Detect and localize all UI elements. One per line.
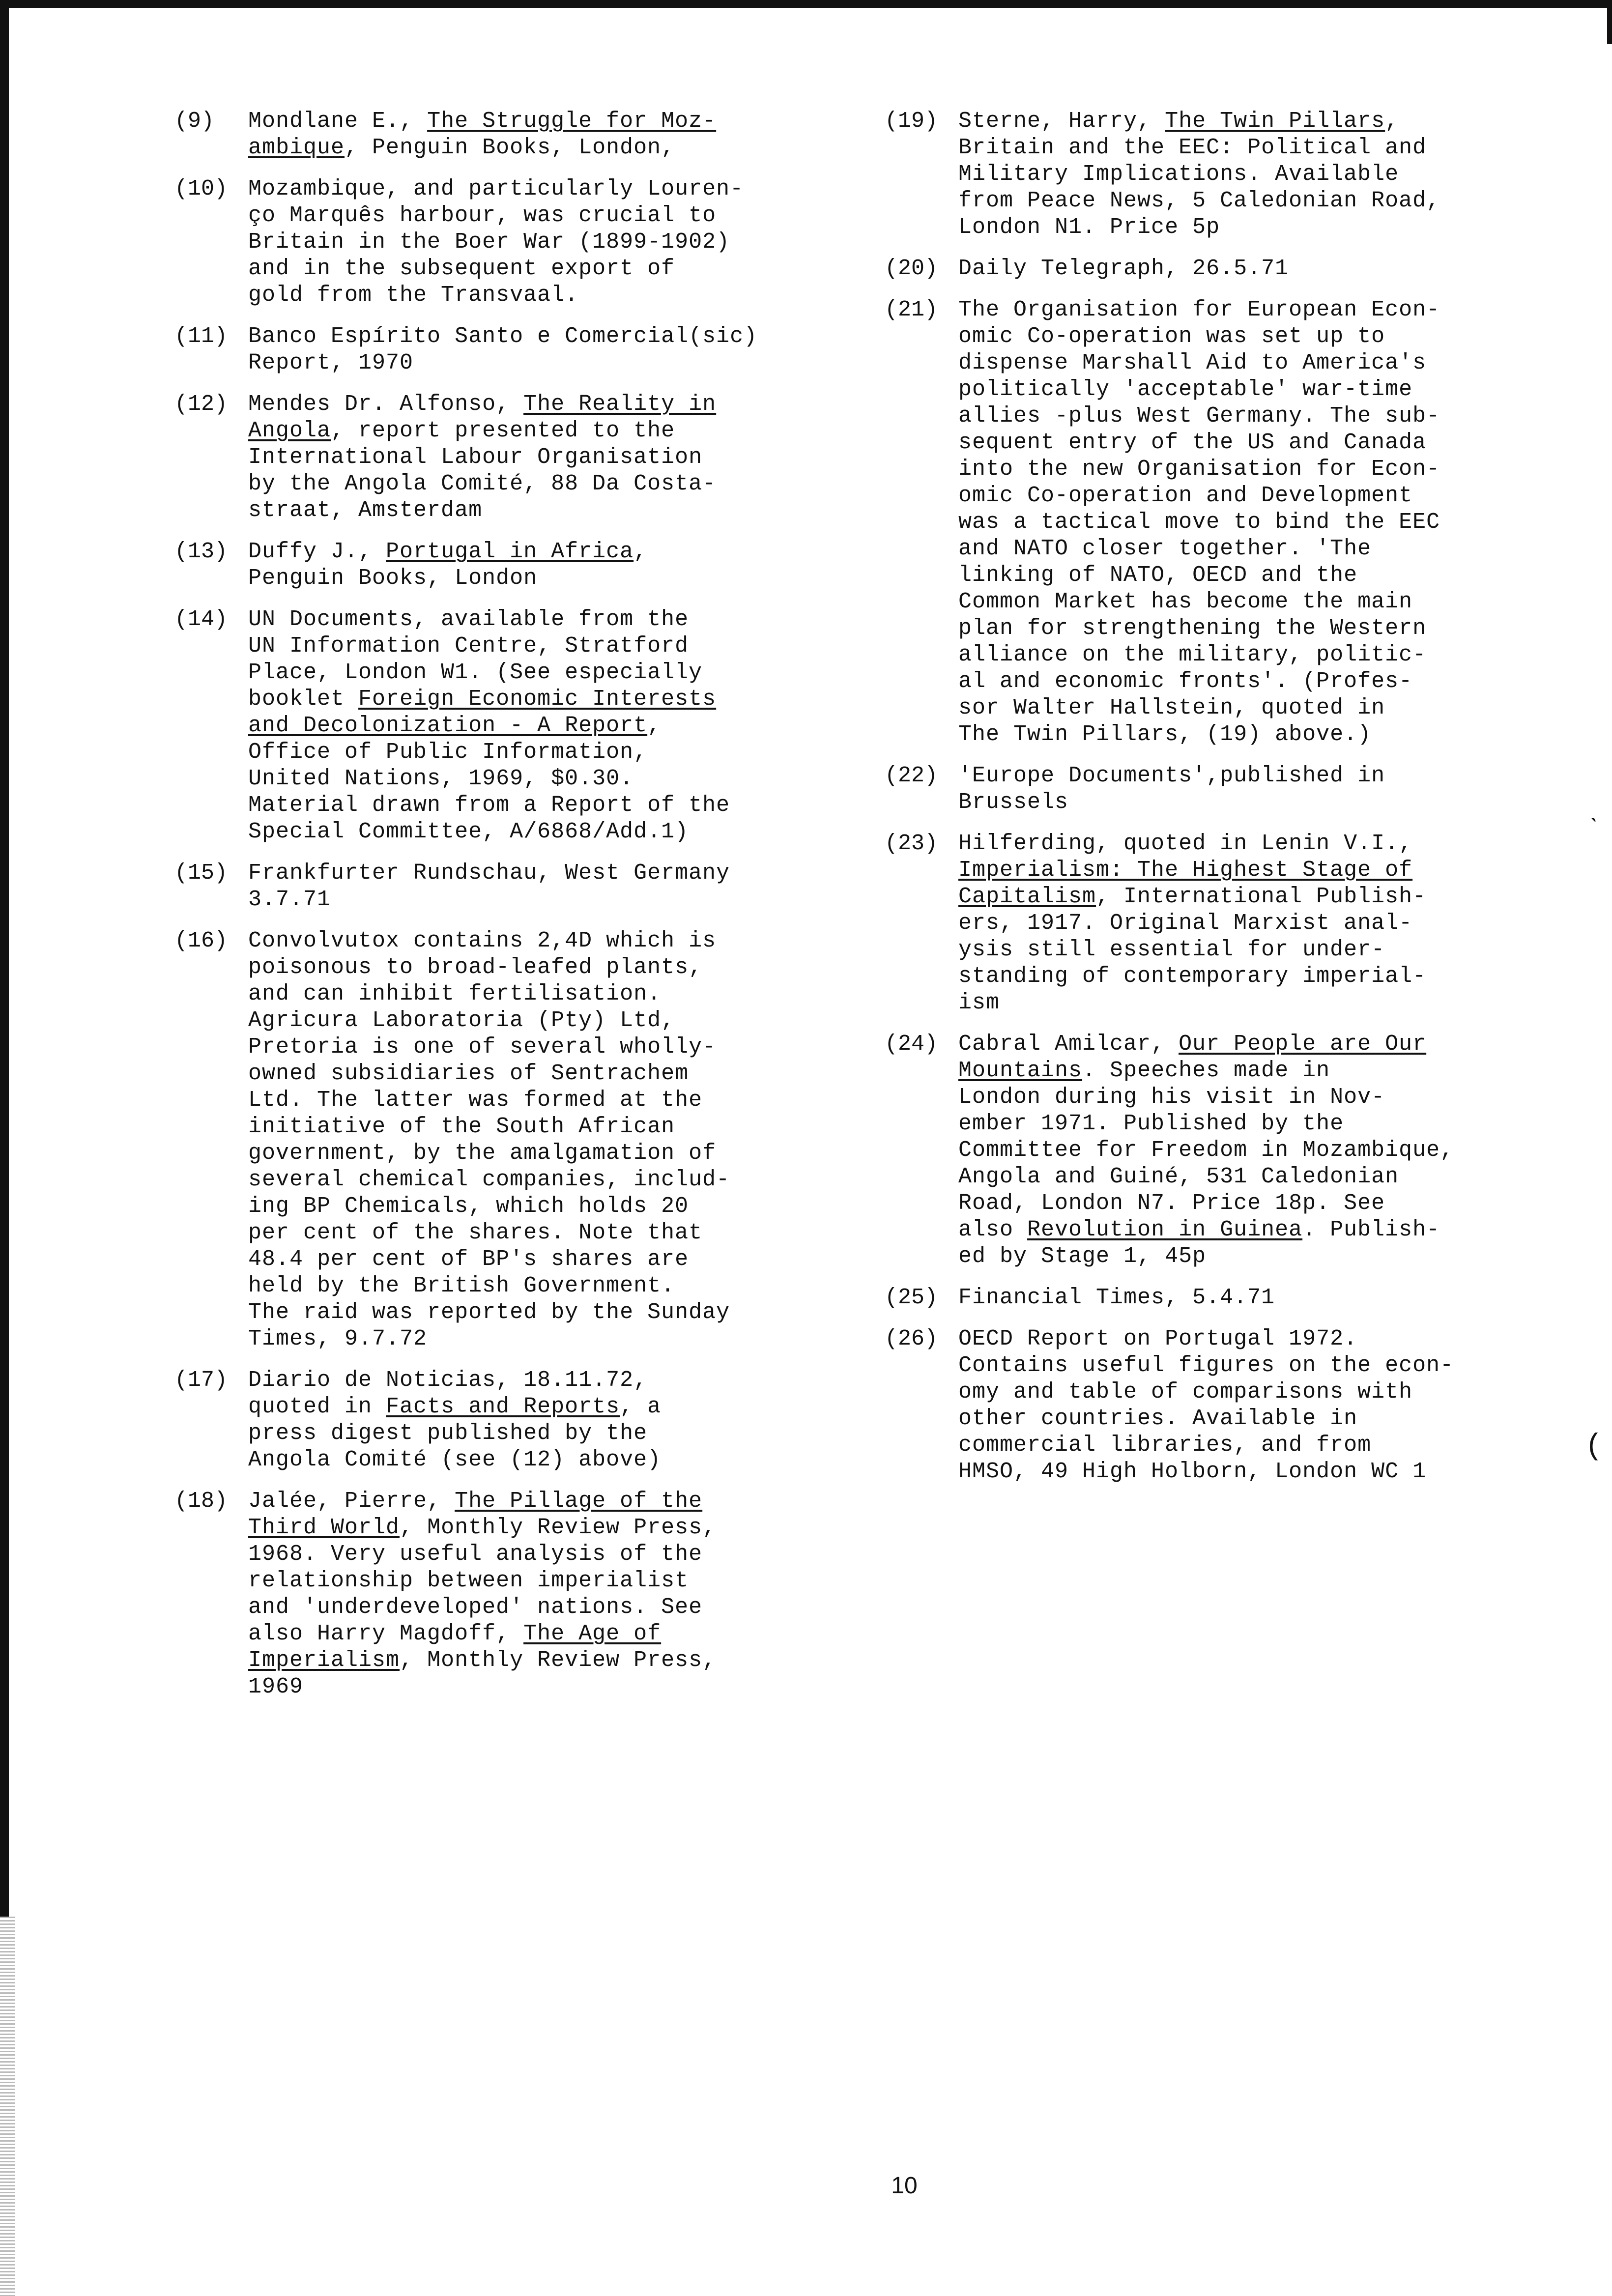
footnote-number: (14) bbox=[174, 607, 228, 632]
footnote bbox=[174, 391, 858, 524]
footnote-text bbox=[958, 256, 1583, 282]
footnote bbox=[174, 539, 858, 592]
underlined-title: Portugal in Africa bbox=[386, 539, 634, 564]
footnote-text bbox=[958, 108, 1583, 241]
underlined-title: Our People are Our Mountains bbox=[958, 1032, 1427, 1083]
footnote bbox=[174, 606, 858, 845]
footnote-number: (13) bbox=[174, 539, 228, 564]
footnote-text bbox=[958, 763, 1583, 816]
footnote-number: (22) bbox=[885, 763, 938, 788]
footnote-text-segment: Financial Times, 5.4.71 bbox=[958, 1285, 1275, 1310]
footnote-number: (20) bbox=[885, 256, 938, 281]
footnote bbox=[885, 1326, 1583, 1485]
footnote-text bbox=[958, 1031, 1583, 1270]
footnote bbox=[174, 323, 858, 376]
footnote-text-segment: Daily Telegraph, 26.5.71 bbox=[958, 256, 1289, 281]
footnote-text-segment: Duffy J., bbox=[248, 539, 386, 564]
underlined-title: The Reality in Angola bbox=[248, 392, 717, 443]
footnote-number: (21) bbox=[885, 297, 938, 322]
footnote-text-segment: OECD Report on Portugal 1972. Contains useful figures on the econ- omy and table of comparisons with other countries. Available in commercial libraries, and from HMSO, 49 High Holborn, London WC 1 bbox=[958, 1326, 1454, 1484]
footnote-number: (10) bbox=[174, 176, 228, 201]
footnote-text bbox=[248, 176, 858, 309]
footnote-text-segment: Convolvutox contains 2,4D which is poisonous to broad-leafed plants, and can inhibit fertilisation. Agricura Laboratoria (Pty) Ltd, Pretoria is one of several wholly- owned subsidiaries of Sentrachem Ltd. The latter was formed at the initiative of the South African government, by the amalgamation of several chemical companies, includ- ing BP Chemicals, which holds 20 per cent of the shares. Note that 48.4 per cent of BP's shares are held by the British Government. The raid was reported by the Sunday Times, 9.7.72 bbox=[248, 928, 730, 1351]
underlined-title: The Pillage of the Third World bbox=[248, 1489, 703, 1540]
footnote bbox=[174, 1367, 858, 1473]
footnote bbox=[885, 831, 1583, 1016]
footnote-text-segment: , International Publish- ers, 1917. Original Marxist anal- ysis still essential for under- standing of contemporary imperial- ism bbox=[958, 884, 1427, 1015]
underlined-title: Facts and Reports bbox=[386, 1394, 620, 1419]
footnote bbox=[885, 763, 1583, 816]
footnote-number: (9) bbox=[174, 109, 215, 134]
footnote-text-segment: The Organisation for European Econ- omic Co-operation was set up to dispense Marshall Aid to America's politically 'acceptable' war-time allies -plus West Germany. The sub- sequent entry of the US and Canada into the new Organisation for Econ- omic Co-operation and Development was a tactical move to bind the EEC and NATO closer together. 'The linking of NATO, OECD and the Common Market has become the main plan for strengthening the Western alliance on the military, politic- al and economic fronts'. (Profes- sor Walter Hallstein, quoted in The Twin Pillars, (19) above.) bbox=[958, 297, 1440, 747]
footnote-text bbox=[958, 297, 1583, 748]
footnote bbox=[174, 860, 858, 913]
footnote-text bbox=[958, 1285, 1583, 1311]
page-number: 10 bbox=[891, 2173, 918, 2199]
footnote-text-segment: . Publish- ed by Stage 1, 45p bbox=[958, 1217, 1440, 1269]
footnote-text-segment: , Monthly Review Press, 1969 bbox=[248, 1648, 717, 1699]
footnote bbox=[885, 108, 1583, 241]
scan-border-top bbox=[0, 0, 1612, 8]
footnote-text-segment: , Monthly Review Press, 1968. Very useful analysis of the relationship between imperialist and 'underdeveloped' nations. See also Harry Magdoff, bbox=[248, 1515, 717, 1646]
footnote-text-segment: , Penguin Books, London, bbox=[345, 135, 675, 160]
notes-column-left bbox=[174, 108, 858, 1715]
footnote bbox=[885, 1285, 1583, 1311]
footnote-text bbox=[248, 1488, 858, 1700]
footnote-number: (17) bbox=[174, 1368, 228, 1393]
footnote bbox=[174, 176, 858, 309]
footnote bbox=[885, 1031, 1583, 1270]
footnote-number: (16) bbox=[174, 928, 228, 953]
footnote-number: (18) bbox=[174, 1489, 228, 1514]
footnote-text-segment: Sterne, Harry, bbox=[958, 109, 1165, 134]
footnote-text-segment: Cabral Amilcar, bbox=[958, 1032, 1179, 1057]
margin-mark: ( bbox=[1585, 1430, 1603, 1464]
footnote bbox=[885, 256, 1583, 282]
footnote-number: (19) bbox=[885, 109, 938, 134]
footnote-number: (25) bbox=[885, 1285, 938, 1310]
footnote-text-segment: Mozambique, and particularly Louren- ço Marquês harbour, was crucial to Britain in the Boer War (1899-1902) and in the subsequent export of gold from the Transvaal. bbox=[248, 176, 744, 308]
footnote-text-segment: , Britain and the EEC: Political and Military Implications. Available from Peace News, 5 Caledonian Road, London N1. Price 5p bbox=[958, 109, 1440, 240]
footnote-text bbox=[248, 108, 858, 161]
footnote bbox=[174, 928, 858, 1352]
footnote-text-segment: Jalée, Pierre, bbox=[248, 1489, 455, 1514]
scan-artifact-strip bbox=[0, 1917, 15, 2296]
footnote-number: (11) bbox=[174, 324, 228, 349]
footnote-text-segment: Banco Espírito Santo e Comercial(sic) Report, 1970 bbox=[248, 324, 758, 375]
footnote-text-segment: Mendes Dr. Alfonso, bbox=[248, 392, 524, 417]
footnote-text-segment: Diario de Noticias, 18.11.72, quoted in bbox=[248, 1368, 648, 1419]
underlined-title: The Age of Imperialism bbox=[248, 1621, 662, 1673]
margin-mark: ˋ bbox=[1587, 816, 1603, 844]
scan-border-right bbox=[1607, 0, 1612, 44]
footnote-text-segment: , a press digest published by the Angola Comité (see (12) above) bbox=[248, 1394, 662, 1472]
footnote-text-segment: , report presented to the International Labour Organisation by the Angola Comité, 88 Da Costa- straat, Amsterdam bbox=[248, 418, 717, 523]
footnote-text bbox=[248, 606, 858, 845]
underlined-title: The Twin Pillars bbox=[1165, 109, 1385, 134]
footnote-number: (26) bbox=[885, 1326, 938, 1351]
footnote-text-segment: Mondlane E., bbox=[248, 109, 428, 134]
underlined-title: Foreign Economic Interests and Decolonization - A Report bbox=[248, 687, 717, 738]
footnote-number: (12) bbox=[174, 392, 228, 417]
footnote bbox=[174, 108, 858, 161]
footnote-text bbox=[958, 1326, 1583, 1485]
footnote-text bbox=[248, 860, 858, 913]
footnote-text-segment: . Speeches made in London during his visit in Nov- ember 1971. Published by the Committee for Freedom in Mozambique, Angola and Guiné, 531 Caledonian Road, London N7. Price 18p. See also bbox=[958, 1058, 1454, 1242]
footnote-text bbox=[248, 391, 858, 524]
footnote-text bbox=[958, 831, 1583, 1016]
footnote bbox=[885, 297, 1583, 748]
footnote-text bbox=[248, 928, 858, 1352]
underlined-title: The Struggle for Moz- ambique bbox=[248, 109, 717, 160]
footnote-text-segment: Frankfurter Rundschau, West Germany 3.7.71 bbox=[248, 861, 730, 912]
footnote-text bbox=[248, 323, 858, 376]
footnote-text-segment: Hilferding, quoted in Lenin V.I., bbox=[958, 831, 1413, 856]
footnote-text bbox=[248, 1367, 858, 1473]
footnote-text-segment: , Penguin Books, London bbox=[248, 539, 648, 591]
footnote-text-segment: , Office of Public Information, United Nations, 1969, $0.30. Material drawn from a Report of the Special Committee, A/6868/Add.1) bbox=[248, 713, 730, 844]
notes-column-right bbox=[885, 108, 1583, 1500]
footnote-number: (24) bbox=[885, 1032, 938, 1057]
footnote-text-segment: UN Documents, available from the UN Information Centre, Stratford Place, London W1. (See especially booklet bbox=[248, 607, 703, 712]
underlined-title: Imperialism: The Highest Stage of Capitalism bbox=[958, 858, 1413, 909]
footnote-number: (23) bbox=[885, 831, 938, 856]
underlined-title: Revolution in Guinea bbox=[1027, 1217, 1303, 1242]
footnote bbox=[174, 1488, 858, 1700]
footnote-number: (15) bbox=[174, 861, 228, 886]
footnote-text-segment: 'Europe Documents',published in Brussels bbox=[958, 763, 1385, 815]
footnote-text bbox=[248, 539, 858, 592]
